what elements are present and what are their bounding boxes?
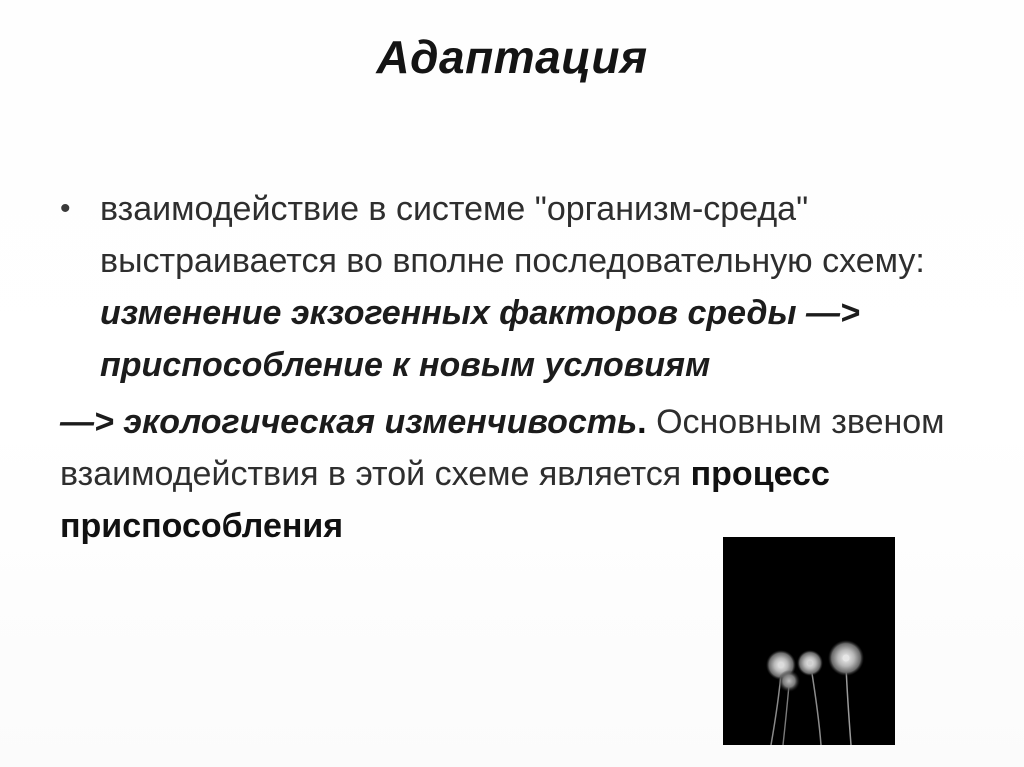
bullet-icon: • [60, 192, 71, 225]
bullet-paragraph [60, 183, 965, 391]
slide-title: Адаптация [376, 31, 648, 83]
continuation-period: . [637, 403, 647, 441]
slide-body [60, 183, 965, 552]
paragraph-text: взаимодействие в системе "организм-среда" выстраивается во вполне последовательную схему: [100, 190, 925, 280]
dandelion-illustration [723, 537, 895, 745]
continuation-emphasis: —> экологическая изменчивость [60, 403, 638, 441]
seed-head [778, 670, 800, 692]
continuation-text: Основным звеном взаимодействия в этой схеме является [60, 403, 945, 493]
continuation-strong: процесс приспособления [60, 455, 830, 545]
paragraph-emphasis: изменение экзогенных факторов среды —> приспособление к новым условиям [100, 294, 860, 384]
dandelion-photo [723, 537, 895, 745]
continuation-paragraph [60, 396, 965, 552]
